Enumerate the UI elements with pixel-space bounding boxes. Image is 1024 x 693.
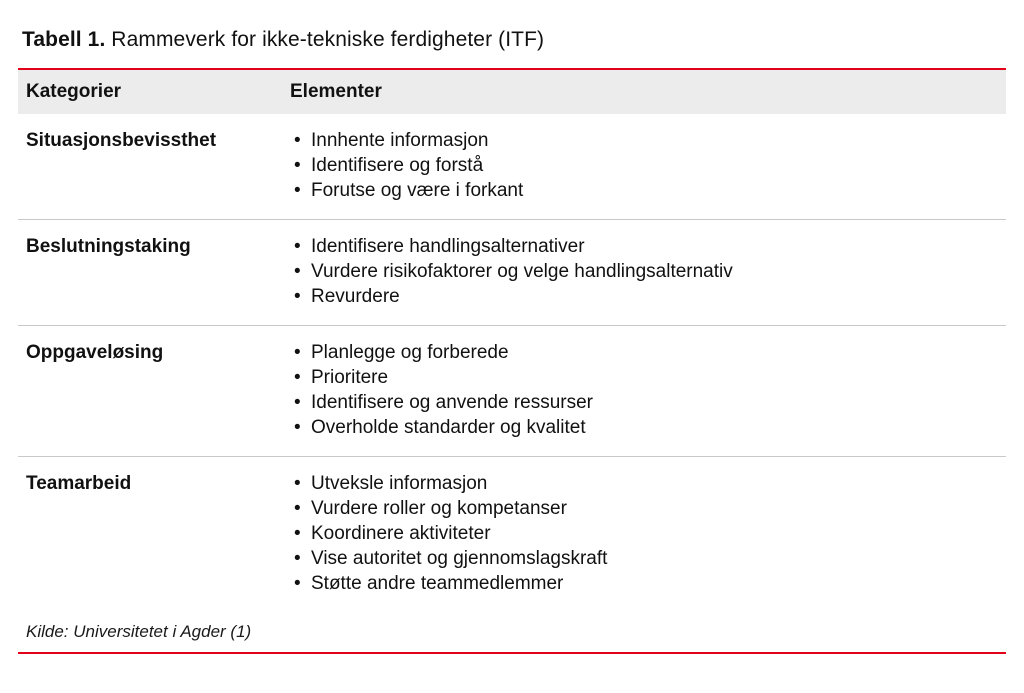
list-item: • Utveksle informasjon [290,471,996,496]
table-source-note: Kilde: Universitetet i Agder (1) [26,622,252,641]
category-cell: Beslutningstaking [18,220,288,326]
elements-list [290,128,996,203]
table-row [18,326,1006,457]
category-cell: Teamarbeid [26,473,132,494]
list-item: • Vurdere roller og kompetanser [290,496,996,521]
table-row [18,457,1006,613]
column-header-elementer: Elementer [288,70,1006,114]
elements-cell [288,326,1006,457]
list-item: • Overholde standarder og kvalitet [290,415,996,440]
table-row [18,114,1006,220]
table-caption [22,26,1006,54]
list-item: • Identifisere handlingsalternativer [290,234,996,259]
list-item: • Innhente informasjon [290,128,996,153]
list-item: • Koordinere aktiviteter [290,521,996,546]
elements-cell [288,457,1006,613]
elements-cell [288,220,1006,326]
column-header-kategorier: Kategorier [18,70,288,114]
list-item: • Vise autoritet og gjennomslagskraft [290,546,996,571]
list-item: • Prioritere [290,365,996,390]
category-cell: Situasjonsbevissthet [18,114,288,220]
list-item: • Identifisere og forstå [290,153,996,178]
caption-text: Rammeverk for ikke-tekniske ferdigheter (ITF) [105,28,545,51]
list-item: • Støtte andre teammedlemmer [290,571,996,596]
table-body [18,114,1006,612]
caption-label: Tabell 1. [22,28,106,51]
table-row [18,220,1006,326]
list-item: • Vurdere risikofaktorer og velge handlingsalternativ [290,259,996,284]
elements-list [290,340,996,440]
elements-list [290,471,996,596]
elements-list [290,234,996,309]
list-item: • Identifisere og anvende ressurser [290,390,996,415]
list-item: • Revurdere [290,284,996,309]
table-head [18,70,1006,114]
list-item: • Planlegge og forberede [290,340,996,365]
list-item: • Forutse og være i forkant [290,178,996,203]
itf-framework-table [18,70,1006,612]
elements-cell [288,114,1006,220]
bottom-accent-rule [18,652,1006,654]
category-cell: Oppgaveløsing [18,326,288,457]
table-header-row [18,70,1006,114]
